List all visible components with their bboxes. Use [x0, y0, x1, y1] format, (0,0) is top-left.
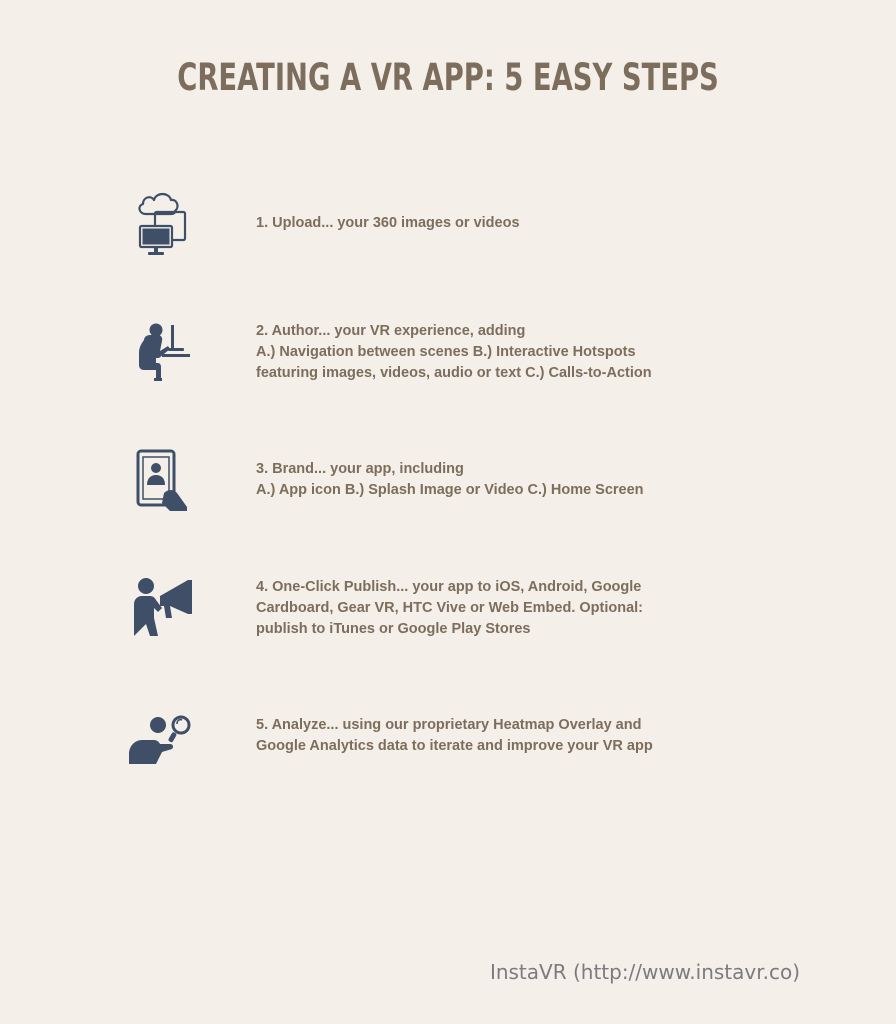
step-line: featuring images, videos, audio or text C.) Calls-to-Action	[256, 365, 652, 381]
step-line: publish to iTunes or Google Play Stores	[256, 621, 531, 637]
person-at-desk-icon	[120, 318, 200, 398]
tablet-profile-icon	[120, 445, 200, 525]
step-text	[256, 321, 816, 384]
step-line: Google Analytics data to iterate and improve your VR app	[256, 738, 653, 754]
step-text	[256, 213, 816, 234]
cloud-monitor-icon	[120, 186, 200, 266]
page-title: CREATING A VR APP: 5 EASY STEPS	[177, 56, 719, 99]
step-line: 4. One-Click Publish... your app to iOS, Android, Google	[256, 579, 642, 595]
footer-credit: InstaVR (http://www.instavr.co)	[489, 960, 800, 984]
step-line: A.) Navigation between scenes B.) Interactive Hotspots	[256, 344, 636, 360]
step-text	[256, 577, 816, 640]
magnifier-person-icon	[120, 708, 200, 788]
step-line: Cardboard, Gear VR, HTC Vive or Web Embed. Optional:	[256, 600, 644, 616]
step-line: 1. Upload... your 360 images or videos	[256, 215, 520, 231]
step-line: 5. Analyze... using our proprietary Heatmap Overlay and	[256, 717, 642, 733]
megaphone-person-icon	[120, 570, 200, 650]
step-line: 2. Author... your VR experience, adding	[256, 323, 526, 339]
step-line: A.) App icon B.) Splash Image or Video C.) Home Screen	[256, 482, 644, 498]
step-line: 3. Brand... your app, including	[256, 461, 464, 477]
step-text	[256, 459, 816, 501]
step-text	[256, 715, 816, 757]
